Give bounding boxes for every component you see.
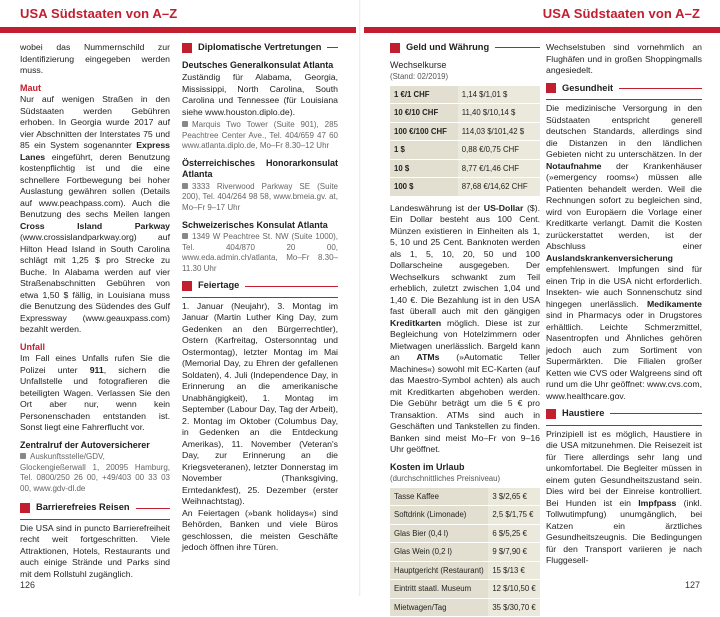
table-cell-label: Glas Wein (0,2 l) [390, 543, 488, 562]
paragraph-geld: Landeswährung ist der US-Dollar ($). Ein Dollar besteht aus 100 Cent. Münzen existieren in Einheiten als 1, 5, 10 und 25 Cent. Banknoten werden als 1, 5, 10, 20, 50 und 100 Dollarscheine ausgegeben. Der Wechselkurs schwankt zum Teil erheblich, zuletzt zwischen 1,04 und 1,40 €. Die Bezahlung ist in den USA fast überall auch mit den gängigen Kreditkarten möglich. Diese ist zur Begleichung von Hotelzimmern oder Mietwagen unerlässlich. Bargeld kann an ATMs (»Automatic Teller Machines«) sowohl mit EC-Karten (auf das Maestro-Symbol achten) als auch mit Kreditkarten abgehoben werden. Die Gebühr beträgt um die 5 € pro Transaktion. ATMs sind auch in Geschäften und Tankstellen zu finden. Banken sind meist Mo–Fr von 9–16 Uhr geöffnet. [390, 203, 540, 456]
paragraph-gesundheit: Die medizinische Versorgung in den Südstaaten entspricht generell deutschen Standards, allerdings sind die Distanzen in den ländlichen Gebieten nicht zu unterschätzen. In der Notaufnahme der Krankenhäuser (»emergency rooms«) müssen alle Patienten behandelt werden. Weil die Rechnungen sofort zu begleichen sind, wird von Europäern die Vorlage einer Kreditkarte verlangt. Damit die Kosten zurückerstattet werden, ist der Abschluss einer Auslandskrankenversicherung empfehlenswert. Impfungen sind für einen Trip in die USA nicht erforderlich. Insekten- wie auch Sonnenschutz sind hingegen unerlässlich. Medikamente sind in Pharmacys oder in Drugstores erhältlich. Leichte Schmerzmittel, Nasentropfen und Ähnliches gehören jedoch auch zum Sortiment von Supermärkten. Die Filialen großer Ketten wie CVS oder Walgreens sind oft rund um die Uhr geöffnet: www.cvs.com, www.healthcare.gov. [546, 99, 702, 402]
table-row [390, 488, 540, 506]
table-row [390, 524, 540, 543]
table-cell-label: 1 €/1 CHF [390, 86, 458, 104]
address-at: 3333 Riverwood Parkway SE (Suite 200), Tel. 404/264 98 58, www.bmeia.gv. at, Mo–Fr 9–17 Uhr [182, 182, 338, 214]
paragraph: Zuständig für Alabama, Georgia, Mississippi, North Carolina, South Carolina und Tennessee (für Louisiana siehe www.houston.diplo.de). [182, 72, 338, 118]
paragraph-barrierefrei: Die USA sind in puncto Barrierefreiheit recht weit fortgeschritten. Viele Attraktionen, Hotels, Restaurants und auch einige Strände und Parks sind mit dem Rollstuhl zugänglich. [20, 519, 170, 581]
table-cell-value: 9 $/7,90 € [488, 543, 540, 562]
table-row [390, 561, 540, 580]
section-title-barrierefrei: Barrierefreies Reisen [20, 502, 170, 514]
table-cell-label: Hauptgericht (Restaurant) [390, 561, 488, 580]
address-zentralruf: Auskunftsstelle/GDV, Glockengießerwall 1, 20095 Hamburg, Tel. 0800/250 26 00, +49/403 00 33 03 00, www.gdv-dl.de [20, 452, 170, 494]
table-cell-value: 8,77 €/1,46 CHF [458, 159, 540, 178]
right-page [360, 0, 720, 596]
table-row [390, 506, 540, 525]
table-row [390, 122, 540, 141]
table-cell-label: 1 $ [390, 141, 458, 160]
right-column-1 [390, 42, 540, 617]
consulate-name-ch: Schweizerisches Konsulat Atlanta [182, 220, 338, 232]
location-pin-icon [182, 233, 188, 239]
paragraph: Wechselstuben sind vornehmlich an Flughäfen und in großen Shoppingmalls angesiedelt. [546, 42, 702, 77]
section-title-gesundheit: Gesundheit [546, 83, 702, 95]
section-heading-unfall: Unfall [20, 342, 170, 354]
paragraph: wobei das Nummernschild zur Identifizierung eingegeben werden muss. [20, 42, 170, 77]
subheading-zentralruf: Zentralruf der Autoversicherer [20, 440, 170, 452]
section-title-haustiere: Haustiere [546, 408, 702, 420]
table-cell-value: 2,5 $/1,75 € [488, 506, 540, 525]
page-number-left: 126 [20, 580, 35, 590]
table-row [390, 104, 540, 123]
table-cell-label: 10 $ [390, 159, 458, 178]
red-square-icon [390, 43, 400, 53]
table-cell-label: 100 $ [390, 178, 458, 197]
subheading-wechselkurse: Wechselkurse [390, 60, 540, 72]
table-cell-value: 11,40 $/10,14 $ [458, 104, 540, 123]
table-row [390, 141, 540, 160]
table-cell-value: 114,03 $/101,42 $ [458, 122, 540, 141]
cost-table [390, 488, 540, 617]
page-number-right: 127 [685, 580, 700, 590]
table-row [390, 159, 540, 178]
consulate-name-at: Österreichisches Honorarkonsulat Atlanta [182, 158, 338, 181]
table-cell-label: Softdrink (Limonade) [390, 506, 488, 525]
subheading-kosten: Kosten im Urlaub [390, 462, 540, 474]
table-row [390, 86, 540, 104]
red-square-icon [182, 281, 192, 291]
address-ch: 1349 W Peachtree St. NW (Suite 1000), Tel. 404/870 20 00, www.eda.admin.ch/atlanta, Mo–Fr 8.30–11.30 Uhr [182, 232, 338, 274]
exchange-rate-table [390, 86, 540, 197]
exchange-date: (Stand: 02/2019) [390, 71, 540, 83]
left-column-1 [20, 42, 170, 586]
header-rule-left [0, 27, 356, 33]
running-header-left: USA Südstaaten von A–Z [20, 6, 177, 21]
location-pin-icon [20, 453, 26, 459]
table-row [390, 543, 540, 562]
table-cell-value: 87,68 €/14,62 CHF [458, 178, 540, 197]
paragraph-feiertage: 1. Januar (Neujahr), 3. Montag im Januar (Martin Luther King Day, zum Gedenken an den Bürgerrechtler), Ostern (Karfreitag, Ostersonntag und Ostermontag), letzter Montag im Mai (Memorial Day, zu Ehren der gefallenen Soldaten), 4. Juli (Independence Day, in Erinnerung an die amerikanische Unabhängigkeit), 1. Montag im September (Labour Day, Tag der Arbeit), 2. Montag im Oktober (Columbus Day, in Gedenken an die Entdeckung Amerikas), 11. November (Veteran's Day, zur Erinnerung an die Kriegsveteranen), letzter Donnerstag im November (Thanksgiving, Erntedankfest), 25. Dezember (erster Weihnachtstag). [182, 297, 338, 508]
kosten-subtitle: (durchschnittliches Preisniveau) [390, 473, 540, 485]
table-cell-value: 15 $/13 € [488, 561, 540, 580]
table-cell-value: 3 $/2,65 € [488, 488, 540, 506]
table-row [390, 178, 540, 197]
table-cell-label: Glas Bier (0,4 l) [390, 524, 488, 543]
table-cell-label: Tasse Kaffee [390, 488, 488, 506]
red-square-icon [182, 43, 192, 53]
table-cell-label: Mietwagen/Tag [390, 598, 488, 617]
paragraph-unfall: Im Fall eines Unfalls rufen Sie die Polizei unter 911, sichern die Unfallstelle und fotografieren die beteiligten Wagen. Verlassen Sie den Ort aber nur, wenn kein Personenschaden entstanden ist. Sonst liegt eine Fahrerflucht vor. [20, 353, 170, 434]
red-square-icon [20, 503, 30, 513]
table-cell-label: 100 €/100 CHF [390, 122, 458, 141]
right-column-2 [546, 42, 702, 573]
red-square-icon [546, 83, 556, 93]
paragraph-feiertage-2: An Feiertagen (»bank holidays«) sind Behörden, Banken und viele Büros geschlossen, die meisten Geschäfte jedoch öffnen ihre Türen. [182, 508, 338, 554]
red-square-icon [546, 409, 556, 419]
section-title-feiertage: Feiertage [182, 280, 338, 292]
paragraph-haustiere: Prinzipiell ist es möglich, Haustiere in die USA mitzunehmen. Die Reisezeit ist für Tiere allerdings sehr lang und unkomfortabel. Die Begleiter müssen in einem guten Gesundheitszustand sein. Dies wird bei der Einreise kontrolliert. Bei Hunden ist ein Impfpass (inkl. Tollwutimpfung) unumgänglich, bei Katzen ein ärztliches Gesundheitszeugnis. Die Bedingungen für den Transport variieren je nach Fluggesell- [546, 425, 702, 567]
location-pin-icon [182, 183, 188, 189]
table-cell-label: Eintritt staatl. Museum [390, 580, 488, 599]
table-cell-value: 35 $/30,70 € [488, 598, 540, 617]
left-page [0, 0, 360, 596]
address-de: Marquis Two Tower (Suite 901), 285 Peachtree Center Ave., Tel. 404/659 47 60 www.atlanta.diplo.de, Mo–Fr 8.30–12 Uhr [182, 120, 338, 152]
table-cell-value: 1,14 $/1,01 $ [458, 86, 540, 104]
section-title-geld: Geld und Währung [390, 42, 540, 54]
left-column-2 [182, 42, 338, 560]
table-cell-label: 10 €/10 CHF [390, 104, 458, 123]
running-header-right: USA Südstaaten von A–Z [543, 6, 700, 21]
header-rule-right [364, 27, 720, 33]
consulate-name-de: Deutsches Generalkonsulat Atlanta [182, 60, 338, 72]
table-cell-value: 12 $/10,50 € [488, 580, 540, 599]
section-title-diplomatisch: Diplomatische Vertretungen [182, 42, 338, 54]
table-row [390, 580, 540, 599]
section-heading-maut: Maut [20, 83, 170, 95]
table-cell-value: 0,88 €/0,75 CHF [458, 141, 540, 160]
location-pin-icon [182, 121, 188, 127]
table-cell-value: 6 $/5,25 € [488, 524, 540, 543]
table-row [390, 598, 540, 617]
paragraph-maut: Nur auf wenigen Straßen in den Südstaaten werden Gebühren erhoben. In Georgia wurde 2017 auf vier Abschnitten der Interstates 75 und 85 ein System sogenannter Express Lanes eingeführt, deren Benutzung kostenpflichtig ist und die eine schnellere Fortbewegung bei hoher Auslastung gewähren sollen (Details auf www.peachpass.com). Auch die Benutzung des sechs Meilen langen Cross Island Parkway (www.crossislandparkway.org) auf Hilton Head Island in South Carolina schlägt mit 1,25 $ pro Strecke zu Buche. In Alabama werden auf vier Straßenabschnitten Gebühren von etwa 1,50 $ fällig, in Louisiana muss die Benutzung des Südendes des Gulf Expressway (www.geauxpass.com) bezahlt werden. [20, 94, 170, 336]
